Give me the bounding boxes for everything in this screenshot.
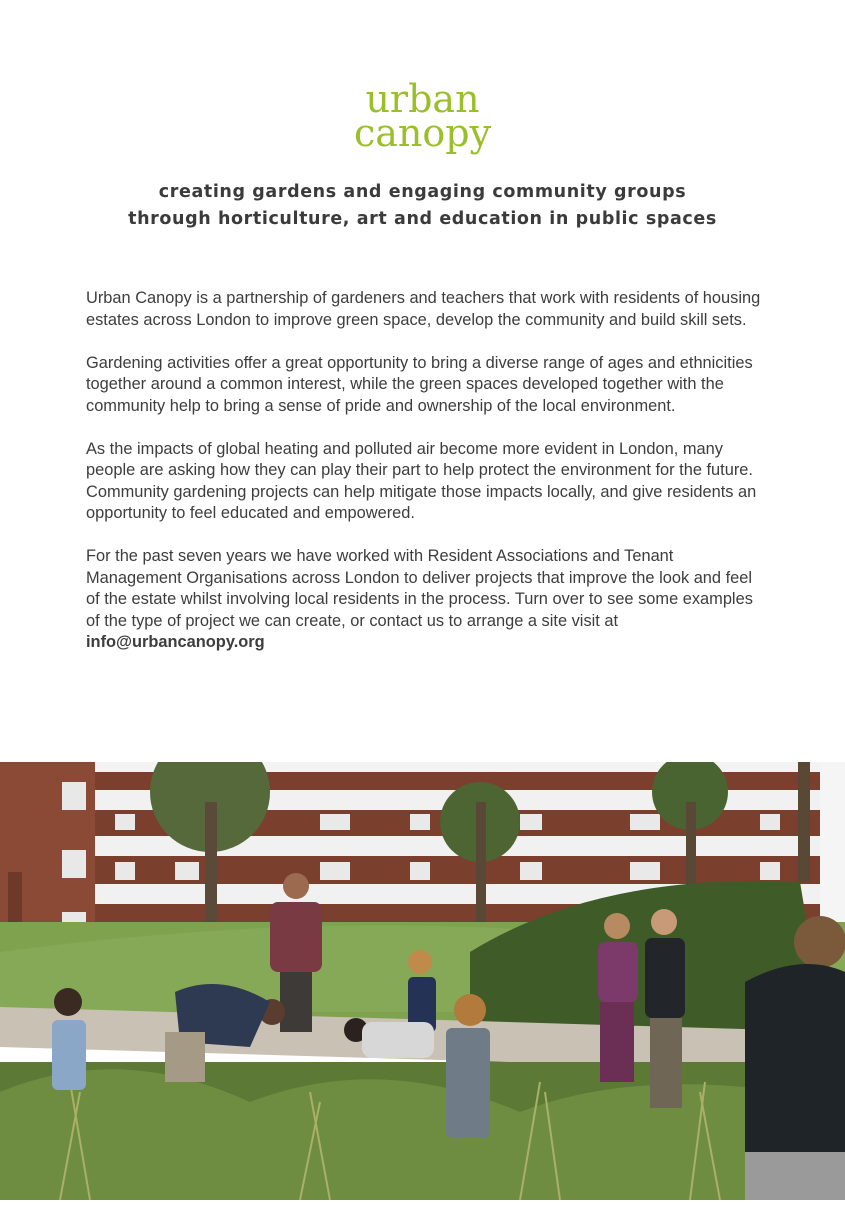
paragraph-contact-text: For the past seven years we have worked with Resident Associations and Tenant Management Organisations across London to deliver projects that improve the look and feel of the estate whilst involving local residents in the process. Turn over to see some examples of the type of project we can create, or contact us to arrange a site visit at xyxy=(86,547,753,630)
tagline-line-1: creating gardens and engaging community groups xyxy=(158,182,687,202)
community-garden-photo xyxy=(0,762,845,1200)
tagline xyxy=(0,179,845,233)
body-text xyxy=(86,288,766,675)
urban-canopy-logo xyxy=(0,77,845,155)
paragraph-intro: Urban Canopy is a partnership of gardeners and teachers that work with residents of housing estates across London to improve green space, develop the community and build skill sets. xyxy=(86,289,761,329)
paragraph-activities: Gardening activities offer a great opportunity to bring a diverse range of ages and ethnicities together around a common interest, while the green spaces developed together with the community help to bring a sense of pride and ownership of the local environment. xyxy=(86,353,753,415)
garden-photo-illustration xyxy=(0,762,845,1200)
paragraph-climate: As the impacts of global heating and polluted air become more evident in London, many people are asking how they can play their part to help protect the environment for the future. Community gardening projects can help mitigate those impacts locally, and give residents an opportunity to feel educated and empowered. xyxy=(86,439,757,522)
email-link[interactable]: info@urbancanopy.org xyxy=(86,633,265,651)
tagline-line-2: through horticulture, art and education in public spaces xyxy=(128,209,717,229)
logo-line-canopy: canopy xyxy=(353,111,492,155)
paragraph-contact xyxy=(86,546,766,654)
logo-line-urban: urban xyxy=(365,77,480,121)
